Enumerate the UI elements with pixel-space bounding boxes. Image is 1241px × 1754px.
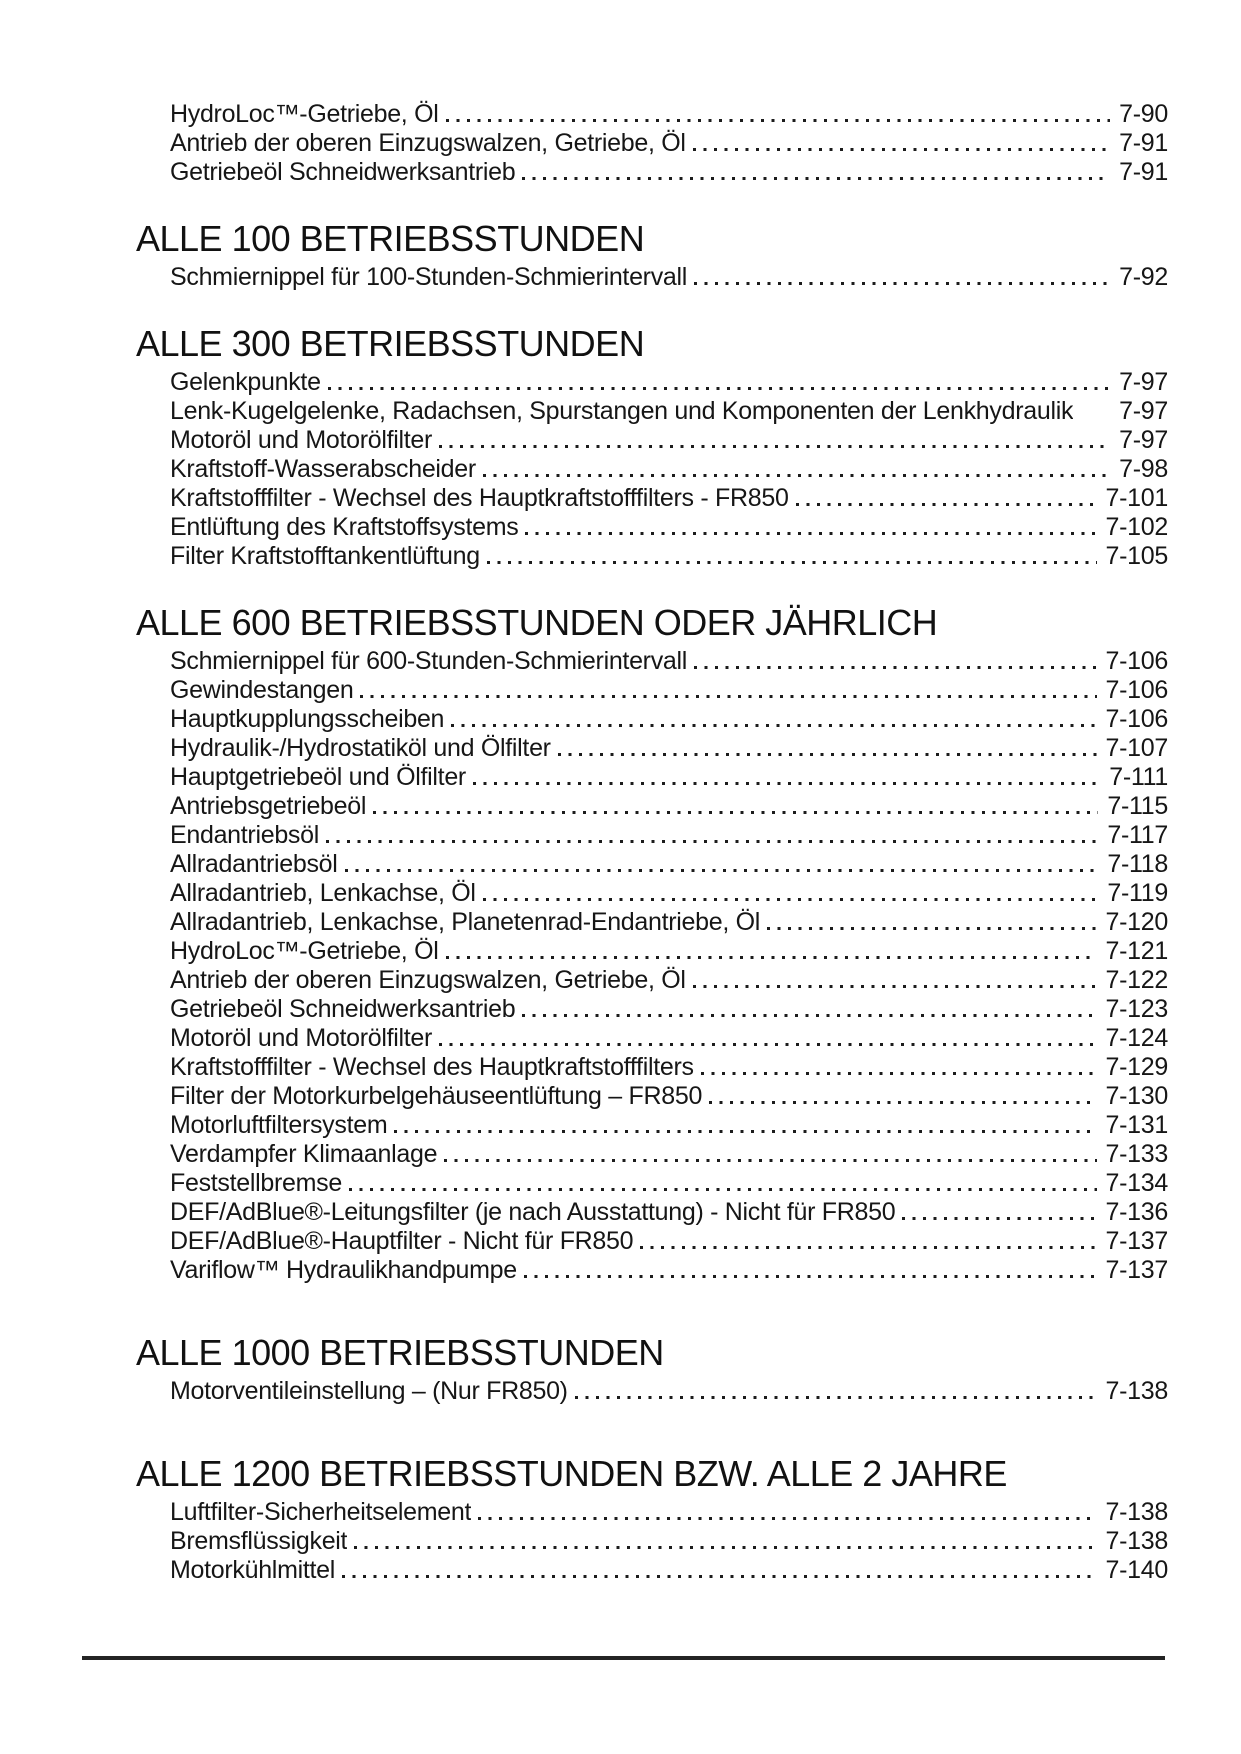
toc-entry-page: 7-106 [1105, 647, 1168, 675]
toc-entry [136, 455, 1168, 484]
toc-entry [136, 763, 1168, 792]
section-entries [136, 368, 1168, 571]
dot-leader [446, 119, 1111, 122]
toc-section [136, 100, 1168, 187]
toc-entry [136, 263, 1168, 292]
dot-leader [640, 1246, 1096, 1249]
toc-entry-title: Endantriebsöl [170, 821, 319, 849]
dot-leader [902, 1217, 1096, 1220]
toc-entry-title: Getriebeöl Schneidwerksantrieb [170, 158, 516, 186]
toc-entry-title: Filter Kraftstofftankentlüftung [170, 542, 480, 570]
toc-entry [136, 100, 1168, 129]
toc-entry [136, 966, 1168, 995]
section-entries [136, 100, 1168, 187]
dot-leader [349, 1188, 1097, 1191]
toc-section [136, 601, 1168, 1285]
toc-entry-title: Motorluftfiltersystem [170, 1111, 388, 1139]
dot-leader [326, 840, 1098, 843]
toc-entry-page: 7-134 [1105, 1169, 1168, 1197]
toc-entry [136, 1556, 1168, 1585]
dot-leader [394, 1130, 1096, 1133]
toc-entry [136, 542, 1168, 571]
dot-leader [328, 387, 1110, 390]
toc-entry-page: 7-140 [1105, 1556, 1168, 1584]
toc-entry-title: Motoröl und Motorölfilter [170, 426, 433, 454]
toc-entry-title: Antriebsgetriebeöl [170, 792, 367, 820]
toc-entry-page: 7-106 [1105, 676, 1168, 704]
toc-entry-title: Lenk-Kugelgelenke, Radachsen, Spurstangen und Komponenten der Lenkhydraulik [170, 397, 1074, 425]
toc-entry-title: Schmiernippel für 600-Stunden-Schmierintervall [170, 647, 688, 675]
toc-entry-page: 7-121 [1105, 937, 1168, 965]
toc-entry-page: 7-137 [1105, 1256, 1168, 1284]
toc-section [136, 1452, 1168, 1585]
toc-entry-page: 7-111 [1109, 763, 1168, 791]
toc-entry [136, 995, 1168, 1024]
toc-entry [136, 397, 1168, 426]
toc-entry-title: Gelenkpunkte [170, 368, 321, 396]
toc-entry-page: 7-101 [1105, 484, 1168, 512]
toc-entry-page: 7-115 [1107, 792, 1168, 820]
dot-leader [451, 724, 1096, 727]
dot-leader [522, 1014, 1096, 1017]
dot-leader [767, 927, 1097, 930]
toc-entry-title: Kraftstofffilter - Wechsel des Hauptkraftstofffilters - FR850 [170, 484, 789, 512]
toc-entry [136, 513, 1168, 542]
toc-section [136, 322, 1168, 571]
toc-entry-page: 7-98 [1119, 455, 1168, 483]
toc-entry-page: 7-90 [1119, 100, 1168, 128]
toc-entry-title: Entlüftung des Kraftstoffsystems [170, 513, 519, 541]
toc-entry-page: 7-92 [1119, 263, 1168, 291]
dot-leader [439, 1043, 1096, 1046]
toc-entry-title: Feststellbremse [170, 1169, 342, 1197]
toc-entry [136, 1527, 1168, 1556]
toc-entry-page: 7-138 [1105, 1377, 1168, 1405]
toc-entry-title: Allradantrieb, Lenkachse, Planetenrad-Endantriebe, Öl [170, 908, 761, 936]
toc-entry-title: Motoröl und Motorölfilter [170, 1024, 433, 1052]
toc-entry-title: Motorventileinstellung – (Nur FR850) [170, 1377, 568, 1405]
dot-leader [694, 282, 1110, 285]
toc-entry-page: 7-102 [1105, 513, 1168, 541]
toc-entry [136, 129, 1168, 158]
dot-leader [525, 532, 1096, 535]
toc-entry-title: Luftfilter-Sicherheitselement [170, 1498, 472, 1526]
dot-leader [796, 503, 1097, 506]
toc-entry [136, 368, 1168, 397]
toc-entry-title: Getriebeöl Schneidwerksantrieb [170, 995, 516, 1023]
section-entries [136, 1377, 1168, 1406]
dot-leader [694, 666, 1097, 669]
dot-leader [701, 1072, 1097, 1075]
toc-entry [136, 792, 1168, 821]
toc-entry [136, 1198, 1168, 1227]
toc-entry-title: Kraftstofffilter - Wechsel des Hauptkraftstofffilters [170, 1053, 694, 1081]
dot-leader [439, 445, 1110, 448]
toc-entry [136, 1024, 1168, 1053]
toc-entry-page: 7-119 [1107, 879, 1168, 907]
toc-entry [136, 1169, 1168, 1198]
section-heading: ALLE 600 BETRIEBSSTUNDEN ODER JÄHRLICH [136, 602, 938, 643]
toc-entry-page: 7-129 [1105, 1053, 1168, 1081]
toc-entry [136, 705, 1168, 734]
toc-entry-title: Verdampfer Klimaanlage [170, 1140, 438, 1168]
toc-entry [136, 1377, 1168, 1406]
toc-entry-page: 7-130 [1105, 1082, 1168, 1110]
toc-entry-title: Allradantriebsöl [170, 850, 338, 878]
toc-entry [136, 821, 1168, 850]
toc-entry-title: Hauptgetriebeöl und Ölfilter [170, 763, 466, 791]
toc-entry-page: 7-106 [1105, 705, 1168, 733]
toc-entry-page: 7-124 [1105, 1024, 1168, 1052]
toc-entry-title: Motorkühlmittel [170, 1556, 335, 1584]
toc-entry [136, 908, 1168, 937]
section-heading: ALLE 1200 BETRIEBSSTUNDEN BZW. ALLE 2 JAHRE [136, 1453, 1007, 1494]
dot-leader [342, 1575, 1097, 1578]
toc-entry-page: 7-138 [1105, 1498, 1168, 1526]
toc-entry-page: 7-91 [1119, 129, 1168, 157]
toc-entry-title: Filter der Motorkurbelgehäuseentlüftung – FR850 [170, 1082, 703, 1110]
toc-entry-title: Hauptkupplungsscheiben [170, 705, 445, 733]
toc-entry-page: 7-138 [1105, 1527, 1168, 1555]
toc-entry-title: Antrieb der oberen Einzugswalzen, Getriebe, Öl [170, 129, 686, 157]
toc-entry [136, 850, 1168, 879]
toc-entry [136, 1111, 1168, 1140]
toc-entry-page: 7-133 [1105, 1140, 1168, 1168]
toc-section [136, 217, 1168, 292]
dot-leader [483, 474, 1110, 477]
section-heading: ALLE 1000 BETRIEBSSTUNDEN [136, 1332, 664, 1373]
toc-entry-title: Schmiernippel für 100-Stunden-Schmierintervall [170, 263, 688, 291]
section-entries [136, 647, 1168, 1285]
dot-leader [473, 782, 1100, 785]
toc-entry-title: Variflow™ Hydraulikhandpumpe [170, 1256, 517, 1284]
toc-section [136, 1331, 1168, 1406]
toc-entry [136, 1256, 1168, 1285]
toc-entry-title: DEF/AdBlue®-Leitungsfilter (je nach Ausstattung) - Nicht für FR850 [170, 1198, 896, 1226]
toc-entry [136, 879, 1168, 908]
toc-entry-title: Allradantrieb, Lenkachse, Öl [170, 879, 476, 907]
dot-leader [522, 177, 1110, 180]
toc-entry-title: HydroLoc™-Getriebe, Öl [170, 100, 439, 128]
dot-leader [483, 898, 1099, 901]
toc-entry [136, 937, 1168, 966]
toc-entry-page: 7-97 [1119, 368, 1168, 396]
dot-leader [478, 1517, 1096, 1520]
toc-entry [136, 676, 1168, 705]
toc-entry-title: Kraftstoff-Wasserabscheider [170, 455, 476, 483]
dot-leader [693, 985, 1097, 988]
toc-entry-page: 7-91 [1119, 158, 1168, 186]
toc-entry-page: 7-131 [1105, 1111, 1168, 1139]
toc-entry [136, 158, 1168, 187]
section-entries [136, 1498, 1168, 1585]
dot-leader [487, 561, 1097, 564]
toc-entry-title: Gewindestangen [170, 676, 354, 704]
section-entries [136, 263, 1168, 292]
toc-entry-title: Antrieb der oberen Einzugswalzen, Getriebe, Öl [170, 966, 686, 994]
dot-leader [524, 1275, 1097, 1278]
toc-entry [136, 426, 1168, 455]
dot-leader [354, 1546, 1096, 1549]
dot-leader [345, 869, 1099, 872]
toc-entry-page: 7-105 [1105, 542, 1168, 570]
dot-leader [558, 753, 1097, 756]
footer-rule [82, 1656, 1165, 1660]
toc-entry [136, 484, 1168, 513]
toc-entry-page: 7-97 [1119, 397, 1168, 425]
toc-entry-page: 7-123 [1105, 995, 1168, 1023]
toc-entry-title: DEF/AdBlue®-Hauptfilter - Nicht für FR850 [170, 1227, 634, 1255]
toc-entry [136, 1227, 1168, 1256]
dot-leader [444, 1159, 1096, 1162]
toc-entry [136, 1082, 1168, 1111]
toc-entry-page: 7-118 [1107, 850, 1168, 878]
toc-entry-page: 7-120 [1105, 908, 1168, 936]
dot-leader [446, 956, 1097, 959]
section-heading: ALLE 100 BETRIEBSSTUNDEN [136, 218, 645, 259]
toc-entry-page: 7-122 [1105, 966, 1168, 994]
toc-entry-page: 7-107 [1105, 734, 1168, 762]
toc-entry-page: 7-97 [1119, 426, 1168, 454]
toc-entry [136, 1140, 1168, 1169]
toc-entry-title: Bremsflüssigkeit [170, 1527, 348, 1555]
toc-entry-page: 7-137 [1105, 1227, 1168, 1255]
dot-leader [360, 695, 1096, 698]
dot-leader [709, 1101, 1097, 1104]
toc-entry [136, 1053, 1168, 1082]
toc-entry [136, 734, 1168, 763]
toc-entry [136, 1498, 1168, 1527]
dot-leader [373, 811, 1098, 814]
toc-entry-title: Hydraulik-/Hydrostatiköl und Ölfilter [170, 734, 551, 762]
toc-list [136, 100, 1168, 1585]
dot-leader [693, 148, 1111, 151]
toc-entry-page: 7-136 [1105, 1198, 1168, 1226]
section-heading: ALLE 300 BETRIEBSSTUNDEN [136, 323, 645, 364]
toc-entry-page: 7-117 [1107, 821, 1168, 849]
dot-leader [575, 1396, 1097, 1399]
toc-entry-title: HydroLoc™-Getriebe, Öl [170, 937, 439, 965]
toc-entry [136, 647, 1168, 676]
